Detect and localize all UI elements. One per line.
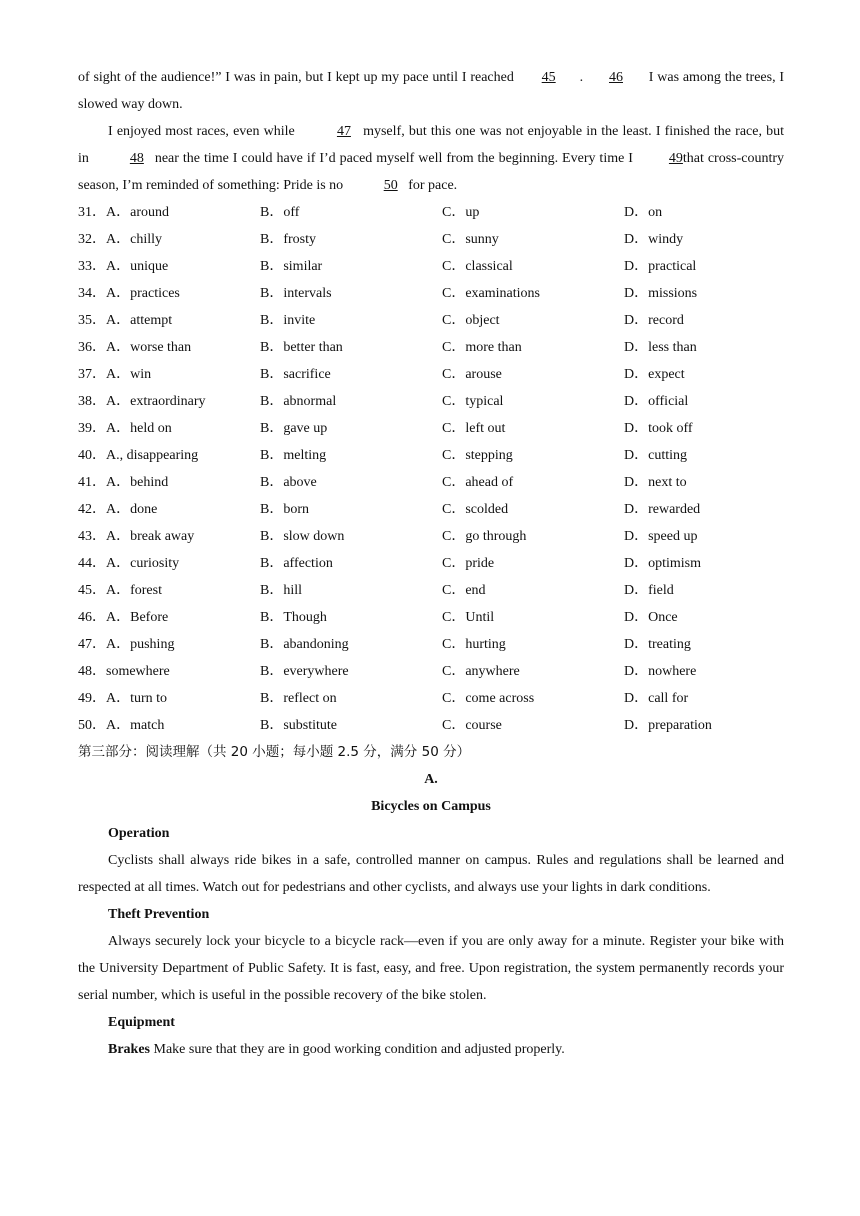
option-d [624,388,784,415]
option-a [78,712,260,739]
heading-equipment: Equipment [108,1015,175,1030]
option-b [260,469,442,496]
option-a [78,496,260,523]
option-a [78,577,260,604]
option-text: D．missions [624,286,698,301]
question-number: 37． [78,367,106,382]
option-b [260,685,442,712]
option-text: C．arouse [442,367,502,382]
option-row [78,253,784,280]
option-text: A．extraordinary [106,394,206,409]
option-text: B．affection [260,556,333,571]
option-c [442,415,624,442]
question-number: 36． [78,340,106,355]
option-row [78,361,784,388]
option-d [624,550,784,577]
option-d [624,469,784,496]
option-text: B．Though [260,610,327,625]
theft-prevention-text: Always securely lock your bicycle to a bicycle rack—even if you are only away for a minute. Register your bike with the University Department of Public Safety. It is fast, easy, and free. Upon registration, the system permanently records your serial number, which is useful in the possible recovery of the bike stolen. [78,934,784,1003]
option-text: D．preparation [624,718,712,733]
option-text: A．behind [106,475,169,490]
option-row [78,388,784,415]
question-number: 31． [78,205,106,220]
option-a [78,280,260,307]
option-text: A．forest [106,583,162,598]
option-text: D．call for [624,691,689,706]
option-d [624,253,784,280]
option-a [78,469,260,496]
option-b [260,415,442,442]
passage-text: . [579,70,584,85]
option-c [442,469,624,496]
option-text: A．practices [106,286,180,301]
option-c [442,307,624,334]
option-text: B．better than [260,340,343,355]
option-text: D．record [624,313,684,328]
option-row [78,469,784,496]
question-number: 32． [78,232,106,247]
passage-paragraph-1 [78,64,784,118]
option-b [260,658,442,685]
option-row [78,631,784,658]
question-number: 39． [78,421,106,436]
option-text: C．up [442,205,480,220]
options-list [78,199,784,739]
option-text: D．on [624,205,663,220]
option-text: C．course [442,718,502,733]
option-text: A．turn to [106,691,168,706]
blank-48: 48 [129,151,144,166]
option-c [442,442,624,469]
passage-paragraph-2 [78,118,784,199]
option-c [442,631,624,658]
question-number: 45． [78,583,106,598]
option-row [78,712,784,739]
question-number: 40． [78,448,106,463]
option-text: A．match [106,718,165,733]
blank-46: 46 [608,70,623,85]
option-text: B．above [260,475,317,490]
section-3-heading: 第三部分：阅读理解（共 20 小题；每小题 2.5 分，满分 50 分） [78,744,471,760]
option-row [78,496,784,523]
option-text: C．stepping [442,448,513,463]
option-row [78,415,784,442]
option-d [624,631,784,658]
question-number: 41． [78,475,106,490]
passage-text: I enjoyed most races, even while [108,124,295,139]
option-c [442,658,624,685]
option-text: B．everywhere [260,664,349,679]
option-d [624,604,784,631]
option-text: D．field [624,583,674,598]
option-text: A．unique [106,259,169,274]
option-c [442,685,624,712]
option-a [78,226,260,253]
option-text: C．object [442,313,500,328]
passage-text: I was among the trees, I slowed way down. [78,70,785,112]
option-text: A．held on [106,421,172,436]
question-number: 49． [78,691,106,706]
option-text: C．hurting [442,637,506,652]
option-a [78,658,260,685]
option-text: A．break away [106,529,195,544]
option-a [78,550,260,577]
option-text: D．speed up [624,529,698,544]
question-number: 35． [78,313,106,328]
option-text: B．gave up [260,421,328,436]
option-text: D．rewarded [624,502,701,517]
option-text: C．end [442,583,486,598]
option-text: D．optimism [624,556,702,571]
option-text: C．left out [442,421,506,436]
option-text: B．abandoning [260,637,349,652]
option-text: B．similar [260,259,323,274]
option-text: C．sunny [442,232,499,247]
option-a [78,307,260,334]
option-c [442,496,624,523]
option-a [78,685,260,712]
option-b [260,361,442,388]
option-text: A., disappearing [106,448,199,463]
option-row [78,685,784,712]
option-d [624,496,784,523]
option-text: C．anywhere [442,664,520,679]
option-row [78,658,784,685]
option-text: D．less than [624,340,697,355]
option-c [442,523,624,550]
option-a [78,253,260,280]
option-a [78,442,260,469]
option-text: B．invite [260,313,316,328]
option-c [442,604,624,631]
option-row [78,604,784,631]
option-text: C．classical [442,259,513,274]
option-text: B．sacrifice [260,367,331,382]
option-c [442,361,624,388]
heading-operation: Operation [108,826,170,841]
option-text: D．windy [624,232,684,247]
option-d [624,442,784,469]
passage-text: that cross-country season, I’m reminded of something: Pride is no [78,151,785,193]
blank-50: 50 [383,178,398,193]
passage-text: of sight of the audience!” I was in pain, but I kept up my pace until I reached [78,70,514,85]
option-a [78,523,260,550]
option-text: A．pushing [106,637,175,652]
option-text: D．treating [624,637,691,652]
option-b [260,199,442,226]
brakes-paragraph [78,1036,784,1063]
option-b [260,577,442,604]
option-c [442,712,624,739]
option-text: B．reflect on [260,691,337,706]
passage-text: near the time I could have if I’d paced myself well from the beginning. Every time I [154,151,633,166]
passage-a-label: A. [424,772,438,787]
option-text: C．pride [442,556,495,571]
blank-45: 45 [541,70,556,85]
question-number: 47． [78,637,106,652]
question-number: 34． [78,286,106,301]
option-row [78,523,784,550]
option-text: A．chilly [106,232,162,247]
option-b [260,523,442,550]
brakes-text: Make sure that they are in good working condition and adjusted properly. [153,1042,565,1057]
option-row [78,280,784,307]
option-text: D．cutting [624,448,687,463]
option-d [624,226,784,253]
option-d [624,685,784,712]
option-row [78,226,784,253]
option-c [442,550,624,577]
option-d [624,577,784,604]
option-row [78,199,784,226]
option-c [442,226,624,253]
option-text: B．hill [260,583,303,598]
option-text: B．substitute [260,718,338,733]
option-d [624,199,784,226]
blank-49: 49 [668,151,683,166]
passage-a-title: Bicycles on Campus [371,799,491,814]
option-text: B．born [260,502,309,517]
passage-text: for pace. [408,178,458,193]
option-d [624,523,784,550]
question-number: 43． [78,529,106,544]
option-b [260,280,442,307]
option-d [624,334,784,361]
option-row [78,334,784,361]
option-text: B．off [260,205,300,220]
option-d [624,415,784,442]
question-number: 33． [78,259,106,274]
question-number: 46． [78,610,106,625]
option-c [442,577,624,604]
option-text: D．took off [624,421,693,436]
option-c [442,388,624,415]
option-row [78,577,784,604]
option-text: D．practical [624,259,697,274]
option-text: B．frosty [260,232,316,247]
option-a [78,334,260,361]
option-text: B．slow down [260,529,345,544]
question-number: 44． [78,556,106,571]
question-number: 50． [78,718,106,733]
option-d [624,361,784,388]
question-number: 42． [78,502,106,517]
option-b [260,442,442,469]
option-a [78,604,260,631]
option-row [78,307,784,334]
question-number: 48． [78,664,106,679]
question-number: 38． [78,394,106,409]
heading-theft-prevention: Theft Prevention [108,907,210,922]
option-text: B．melting [260,448,327,463]
option-d [624,307,784,334]
option-text: C．examinations [442,286,540,301]
option-text: D．expect [624,367,685,382]
option-d [624,658,784,685]
option-b [260,307,442,334]
option-c [442,334,624,361]
option-text: C．come across [442,691,535,706]
option-text: B．abnormal [260,394,337,409]
option-text: A．around [106,205,169,220]
option-c [442,253,624,280]
option-text: A．worse than [106,340,192,355]
option-text: C．Until [442,610,495,625]
option-text: D．Once [624,610,678,625]
option-a [78,631,260,658]
option-text: A．Before [106,610,169,625]
option-text: somewhere [106,664,170,679]
option-a [78,361,260,388]
option-b [260,631,442,658]
operation-text: Cyclists shall always ride bikes in a safe, controlled manner on campus. Rules and regulations shall be learned and respected at all times. Watch out for pedestrians and other cyclists, and always use your lights in dark conditions. [78,853,784,895]
option-b [260,226,442,253]
option-b [260,253,442,280]
option-text: A．attempt [106,313,173,328]
option-b [260,550,442,577]
blank-47: 47 [336,124,351,139]
option-b [260,496,442,523]
option-b [260,712,442,739]
option-text: A．done [106,502,158,517]
option-a [78,199,260,226]
option-b [260,604,442,631]
option-a [78,415,260,442]
option-row [78,550,784,577]
option-text: D．next to [624,475,687,490]
option-a [78,388,260,415]
option-c [442,280,624,307]
brakes-label: Brakes [108,1042,150,1057]
option-text: B．intervals [260,286,332,301]
option-text: A．curiosity [106,556,180,571]
document-page [78,64,784,1063]
option-text: C．ahead of [442,475,514,490]
option-text: D．official [624,394,689,409]
option-c [442,199,624,226]
option-row [78,442,784,469]
option-d [624,712,784,739]
option-text: D．nowhere [624,664,697,679]
passage-text: myself, but this one was not enjoyable in the least. I finished the race, but in [78,124,784,166]
option-b [260,388,442,415]
option-text: A．win [106,367,152,382]
option-text: C．go through [442,529,527,544]
option-b [260,334,442,361]
option-text: C．more than [442,340,522,355]
option-d [624,280,784,307]
option-text: C．scolded [442,502,509,517]
option-text: C．typical [442,394,504,409]
